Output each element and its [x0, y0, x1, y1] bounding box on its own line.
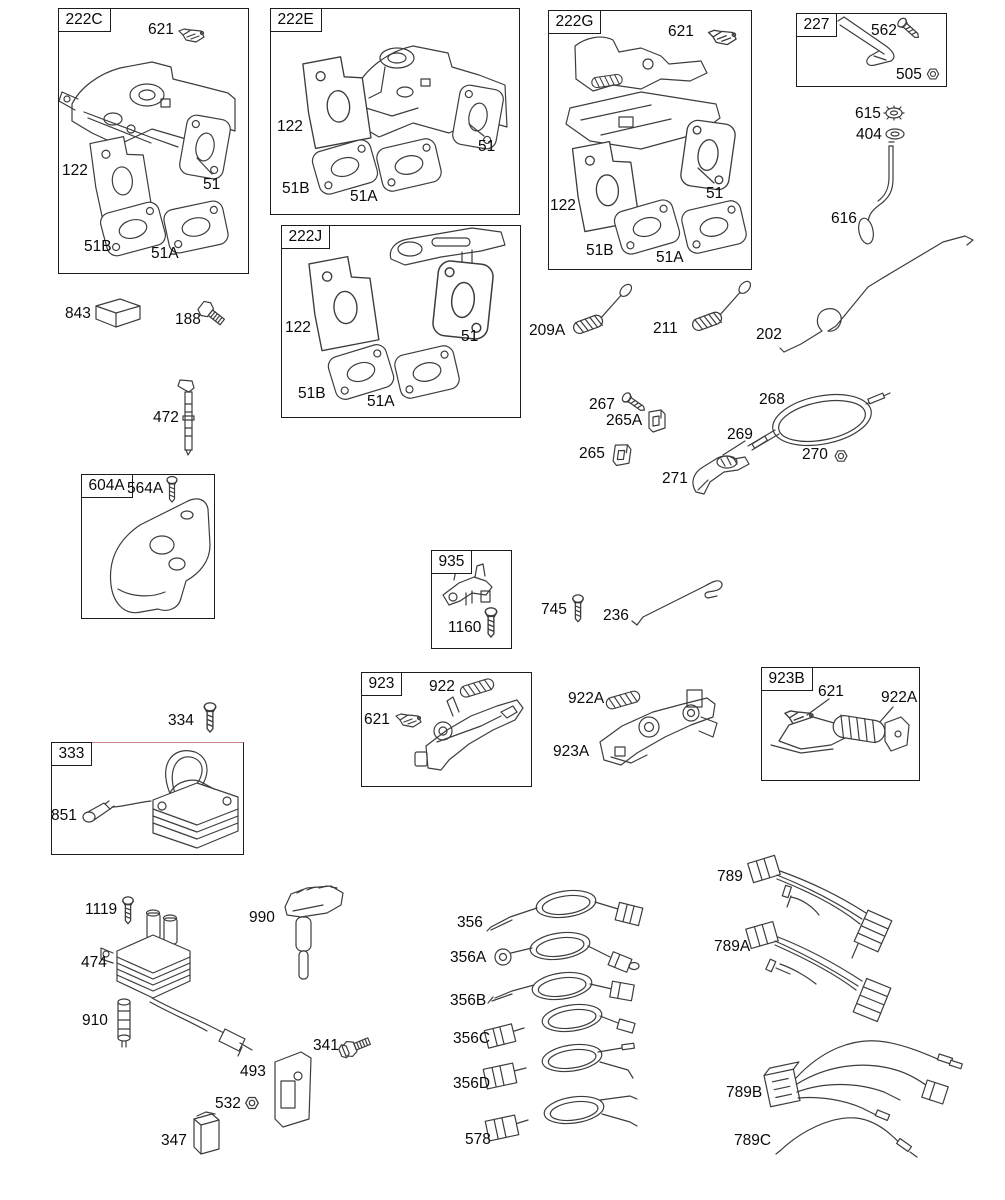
part-label-472: 472	[153, 409, 179, 426]
group-title-227: 227	[796, 13, 838, 37]
part-label-356: 356	[457, 914, 483, 931]
part-label-356C: 356C	[453, 1030, 491, 1047]
part-label-843: 843	[65, 305, 91, 322]
part-label-269: 269	[727, 426, 753, 443]
part-label-51A: 51A	[367, 393, 395, 410]
part-label-356D: 356D	[453, 1075, 491, 1092]
part-label-51A: 51A	[151, 245, 179, 262]
part-label-532: 532	[215, 1095, 241, 1112]
part-label-851: 851	[51, 807, 77, 824]
part-label-562: 562	[871, 22, 897, 39]
part-label-51: 51	[203, 176, 221, 193]
part-label-51B: 51B	[84, 238, 112, 255]
part-label-356A: 356A	[450, 949, 487, 966]
part-label-616: 616	[831, 210, 857, 227]
part-label-271: 271	[662, 470, 688, 487]
part-label-621: 621	[668, 23, 694, 40]
drawing-789-harnesses	[746, 855, 963, 1157]
part-label-578: 578	[465, 1131, 491, 1148]
part-label-51B: 51B	[586, 242, 614, 259]
part-label-923A: 923A	[553, 743, 590, 760]
group-title-935: 935	[431, 550, 473, 574]
part-label-188: 188	[175, 311, 201, 328]
part-label-789B: 789B	[726, 1084, 763, 1101]
drawing-990	[285, 886, 343, 979]
part-label-270: 270	[802, 446, 828, 463]
part-label-265A: 265A	[606, 412, 643, 429]
part-label-347: 347	[161, 1132, 187, 1149]
part-label-51A: 51A	[656, 249, 684, 266]
part-label-267: 267	[589, 396, 615, 413]
part-label-202: 202	[756, 326, 782, 343]
part-label-745: 745	[541, 601, 567, 618]
drawing-341-493-532-347	[194, 1034, 372, 1154]
part-label-910: 910	[82, 1012, 108, 1029]
part-label-268: 268	[759, 391, 785, 408]
part-label-1119: 1119	[85, 901, 118, 918]
part-label-621: 621	[364, 711, 390, 728]
drawing-843-188-472	[96, 299, 227, 455]
part-label-122: 122	[277, 118, 303, 135]
part-label-51: 51	[461, 328, 479, 345]
part-label-356B: 356B	[450, 992, 487, 1009]
part-label-789A: 789A	[714, 938, 751, 955]
part-label-615: 615	[855, 105, 881, 122]
part-label-789C: 789C	[734, 1132, 772, 1149]
drawing-922A-923A	[600, 690, 717, 765]
group-title-222C: 222C	[58, 8, 111, 32]
group-title-222E: 222E	[270, 8, 322, 32]
part-label-564A: 564A	[127, 480, 164, 497]
part-label-990: 990	[249, 909, 275, 926]
group-title-923B: 923B	[761, 667, 813, 691]
part-label-922A: 922A	[568, 690, 605, 707]
part-label-493: 493	[240, 1063, 266, 1080]
part-label-265: 265	[579, 445, 605, 462]
part-label-341: 341	[313, 1037, 339, 1054]
part-label-122: 122	[62, 162, 88, 179]
group-box-222C	[58, 8, 249, 274]
part-label-51: 51	[706, 185, 724, 202]
group-title-923: 923	[361, 672, 403, 696]
part-label-789: 789	[717, 868, 743, 885]
part-label-621: 621	[818, 683, 844, 700]
group-box-333	[51, 742, 244, 855]
part-label-122: 122	[550, 197, 576, 214]
drawing-356-harnesses	[483, 887, 643, 1141]
part-label-122: 122	[285, 319, 311, 336]
part-label-51A: 51A	[350, 188, 378, 205]
part-label-1160: 1160	[448, 619, 482, 636]
part-label-621: 621	[148, 21, 174, 38]
part-label-334: 334	[168, 712, 194, 729]
group-title-222G: 222G	[548, 10, 602, 34]
part-label-51B: 51B	[282, 180, 310, 197]
part-label-211: 211	[653, 320, 678, 337]
group-title-222J: 222J	[281, 225, 331, 249]
group-title-333: 333	[51, 742, 93, 766]
drawing-1119-474-910	[101, 897, 252, 1056]
part-label-51B: 51B	[298, 385, 326, 402]
part-label-922A: 922A	[881, 689, 918, 706]
part-label-404: 404	[856, 126, 882, 143]
part-label-922: 922	[429, 678, 455, 695]
part-label-209A: 209A	[529, 322, 566, 339]
part-label-505: 505	[896, 66, 922, 83]
group-title-604A: 604A	[81, 474, 133, 498]
group-box-222G	[548, 10, 752, 270]
part-label-474: 474	[81, 954, 107, 971]
part-label-236: 236	[603, 607, 629, 624]
part-label-51: 51	[478, 138, 496, 155]
